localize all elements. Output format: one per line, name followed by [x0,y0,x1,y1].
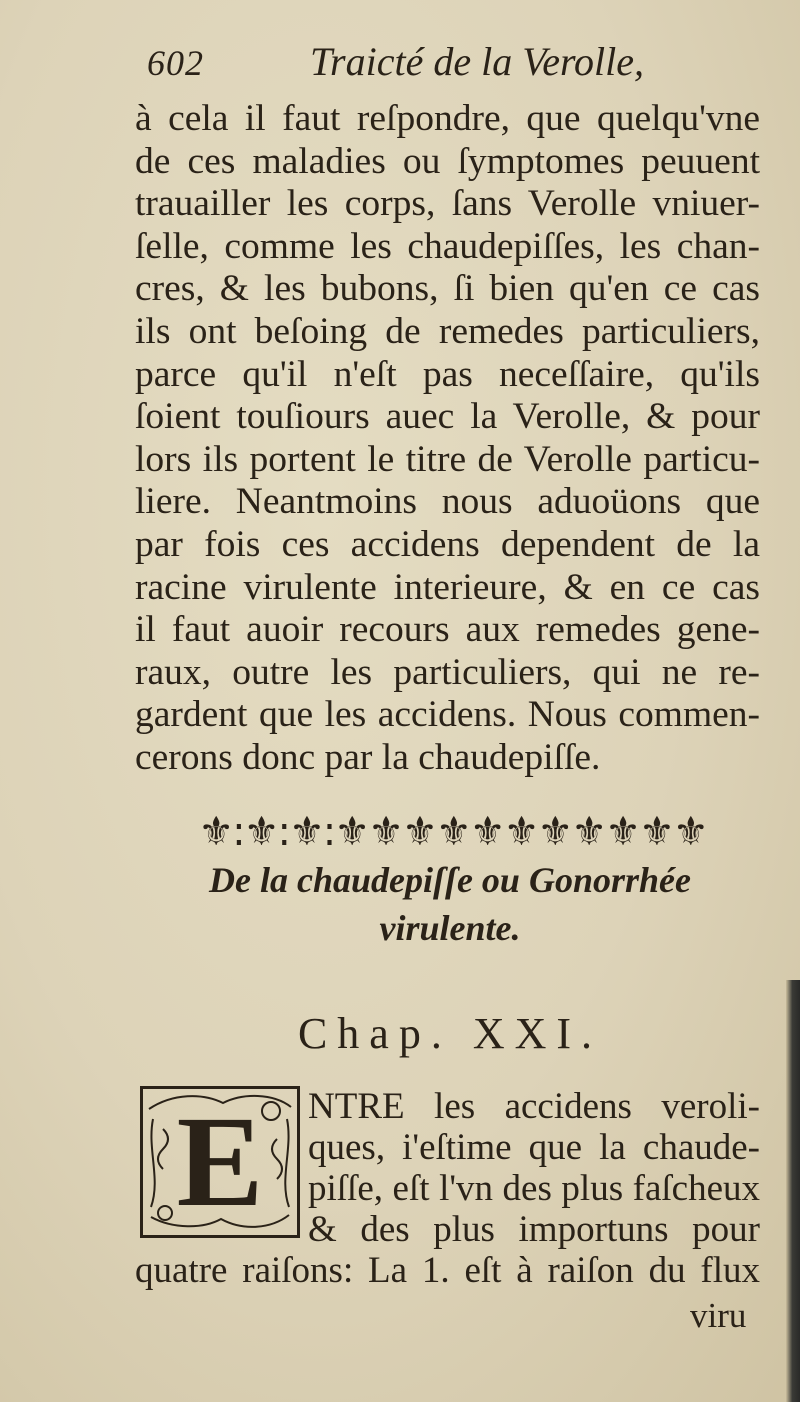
text-line: racine virulente interieure, & en ce cas [135,566,760,608]
text-line: liere. Neantmoins nous aduoüons que [135,481,760,523]
text-line: quatre raiſons: La 1. eſt à raiſon du flux [135,1250,760,1291]
text-line: raux, outre les particuliers, qui ne re- [135,651,760,693]
text-line: lors ils portent le titre de Verolle particu- [135,438,760,480]
page-edge-shadow [786,980,800,1402]
text-line: piſſe, eſt l'vn des plus faſcheux [308,1168,760,1209]
chapter-title-line: De la chaudepiſſe ou Gonorrhée [209,860,691,900]
chapter-opening-text [308,1086,760,1250]
chapter-title-line: virulente. [379,908,521,948]
text-line: cerons donc par la chaudepiſſe. [135,736,601,778]
text-line: parce qu'il n'eſt pas neceſſaire, qu'ils [135,353,760,395]
text-line: ils ont beſoing de remedes particuliers, [135,310,760,352]
text-line: ſelle, comme les chaudepiſſes, les chan- [135,225,760,267]
running-title: Traicté de la Verolle, [310,39,645,84]
catchword: viru [690,1296,747,1335]
text-line: trauailler les corps, ſans Verolle vniuer- [135,183,760,225]
chapter-number: Chap. XXI. [297,1009,603,1058]
text-line: cres, & les bubons, ſi bien qu'en ce cas [135,268,760,310]
text-line: de ces maladies ou ſymptomes peuuent [135,140,760,182]
text-line: NTRE les accidens veroli- [308,1086,760,1127]
text-line: ques, i'eſtime que la chaude- [308,1127,760,1168]
text-line: & des plus importuns pour [308,1209,760,1250]
text-line: par fois ces accidens dependent de la [135,523,760,565]
decorated-initial [140,1086,300,1238]
text-line: à cela il faut reſpondre, que quelqu'vne [135,98,760,139]
body-paragraph [135,98,760,780]
fleuron-ornament-band: ⚜:⚜:⚜:⚜⚜⚜⚜⚜⚜⚜⚜⚜⚜⚜ [198,809,707,855]
drop-cap-letter: E [176,1090,264,1234]
text-line: il faut auoir recours aux remedes gene- [135,609,760,651]
text-line: ſoient touſiours auec la Verolle, & pour [135,396,760,438]
chapter-title [140,856,760,952]
text-line: gardent que les accidens. Nous commen- [135,694,760,736]
chapter-text-continued [135,1250,760,1291]
page-number: 602 [147,43,204,83]
running-head [135,36,735,86]
